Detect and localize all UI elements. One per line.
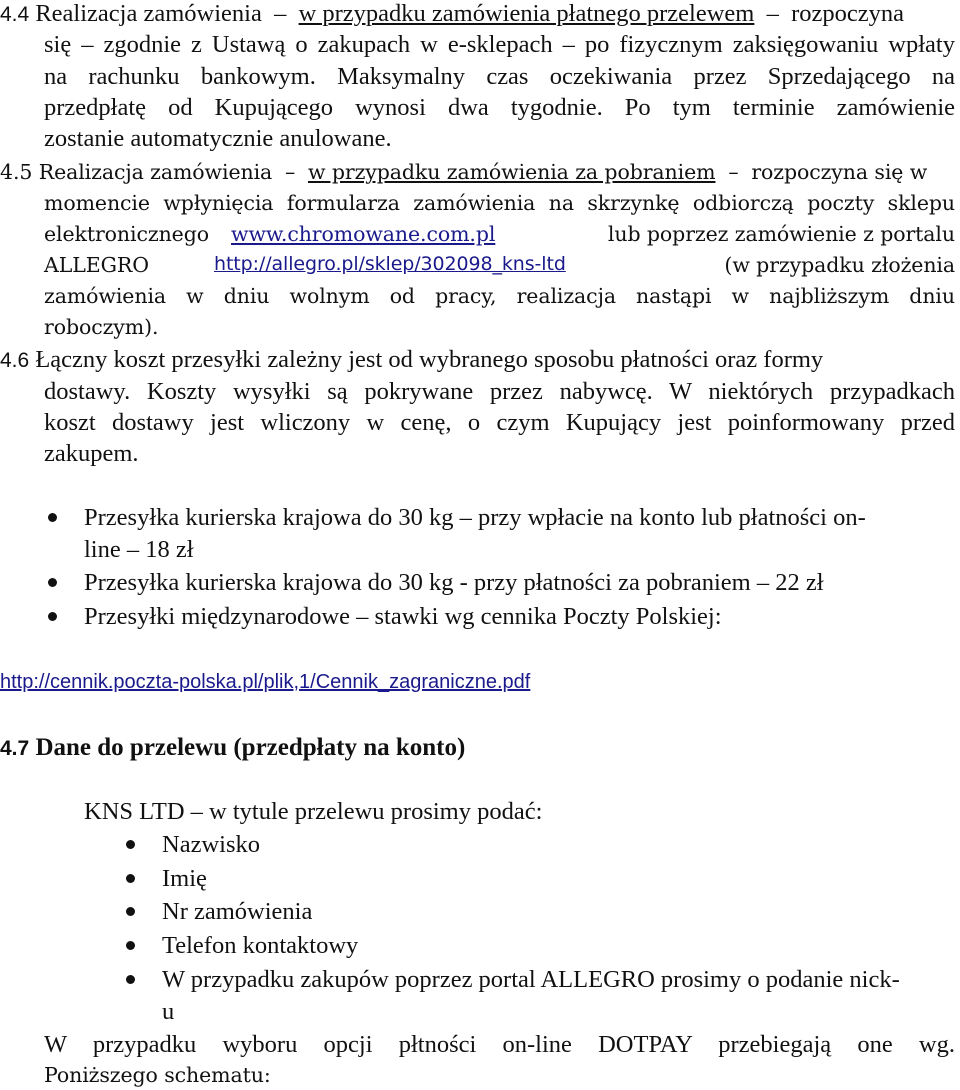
sec45-line1: 4.5 Realizacja zamówienia – w przypadku zamówienia za pobraniem – rozpoczyna się w (0, 160, 928, 184)
sec45-line4 (44, 253, 955, 277)
sec47-item5-line2: u (162, 998, 175, 1025)
sec46-line2: dostawy. Koszty wysyłki są pokrywane przez nabywcę. W niektórych przypadkach (44, 378, 955, 405)
sec47-footer-line2: Poniższego schematu: (44, 1063, 271, 1087)
sec45-text: elektronicznego (44, 222, 209, 246)
sec45-line3 (44, 222, 955, 246)
bullet-icon (126, 907, 135, 916)
sec44-line5: zostanie automatycznie anulowane. (44, 125, 392, 152)
chromowane-link[interactable]: www.chromowane.com.pl (231, 222, 496, 246)
sec45-text: rozpoczyna się w (751, 160, 928, 184)
section-number: 4.4 (0, 3, 30, 26)
sec45-line5: zamówienia w dniu wolnym od pracy, realizacja nastąpi w najbliższym dniu (44, 284, 955, 308)
sec44-line4: przedpłatę od Kupującego wynosi dwa tygodnie. Po tym terminie zamówienie (44, 94, 955, 121)
sec45-line6: roboczym). (44, 315, 159, 339)
sec44-underlined: w przypadku zamówienia płatnego przelewem (298, 0, 755, 27)
bullet-icon (126, 975, 135, 984)
sec47-item-surname: Nazwisko (162, 831, 260, 858)
sec45-text: ALLEGRO (44, 253, 149, 277)
section-number: 4.5 (0, 160, 33, 184)
sec44-text: rozpoczyna (791, 0, 905, 27)
sec44-line2: się – zgodnie z Ustawą o zakupach w e-sklepach – po fizycznym zaksięgowaniu wpłaty (44, 31, 955, 58)
sec44-line1: 4.4 Realizacja zamówienia – w przypadku zamówienia płatnego przelewem – rozpoczyna (0, 0, 905, 27)
bullet-icon (48, 513, 57, 522)
sec47-item-order: Nr zamówienia (162, 898, 313, 925)
sec44-line3: na rachunku bankowym. Maksymalny czas oczekiwania przez Sprzedającego na (44, 63, 955, 90)
bullet-icon (126, 941, 135, 950)
sec45-underlined: w przypadku zamówienia za pobraniem (307, 160, 716, 184)
shipping-item1-line2: line – 18 zł (84, 536, 194, 563)
section-number: 4.7 (0, 737, 30, 760)
sec47-item-phone: Telefon kontaktowy (162, 932, 359, 959)
sec47-title: Dane do przelewu (przedpłaty na konto) (35, 734, 466, 761)
sec47-footer-line1: W przypadku wyboru opcji płtności on-line DOTPAY przebiegają one wg. (44, 1031, 955, 1058)
sec45-text: (w przypadku złożenia (724, 253, 955, 277)
sec45-text: Realizacja zamówienia (38, 160, 273, 184)
bullet-icon (48, 612, 57, 621)
bullet-icon (126, 840, 135, 849)
cennik-link[interactable]: http://cennik.poczta-polska.pl/plik,1/Cennik_zagraniczne.pdf (0, 671, 531, 693)
bullet-icon (48, 578, 57, 587)
bullet-icon (126, 874, 135, 883)
sec47-item5-line1: W przypadku zakupów poprzez portal ALLEGRO prosimy o podanie nick- (162, 966, 900, 993)
sec47-intro: KNS LTD – w tytule przelewu prosimy podać: (84, 798, 543, 825)
sec47-item-name: Imię (162, 865, 207, 892)
shipping-item1-line1: Przesyłka kurierska krajowa do 30 kg – przy wpłacie na konto lub płatności on- (84, 504, 866, 531)
section-number: 4.6 (0, 349, 30, 372)
shipping-item2: Przesyłka kurierska krajowa do 30 kg - przy płatności za pobraniem – 22 zł (84, 569, 824, 596)
sec46-text: Łączny koszt przesyłki zależny jest od wybranego sposobu płatności oraz formy (35, 346, 824, 373)
sec45-text: lub poprzez zamówienie z portalu (607, 222, 955, 246)
sec46-line1 (0, 346, 955, 374)
sec46-line4: zakupem. (44, 440, 139, 467)
sec45-line2: momencie wpłynięcia formularza zamówienia na skrzynkę odbiorczą poczty sklepu (44, 191, 955, 215)
allegro-link[interactable]: http://allegro.pl/sklep/302098_kns-ltd (214, 253, 566, 275)
shipping-item3: Przesyłki międzynarodowe – stawki wg cennika Poczty Polskiej: (84, 603, 722, 630)
sec44-text: Realizacja zamówienia (35, 0, 262, 27)
sec47-heading (0, 734, 465, 762)
sec46-line3: koszt dostawy jest wliczony w cenę, o czym Kupujący jest poinformowany przed (44, 409, 955, 436)
